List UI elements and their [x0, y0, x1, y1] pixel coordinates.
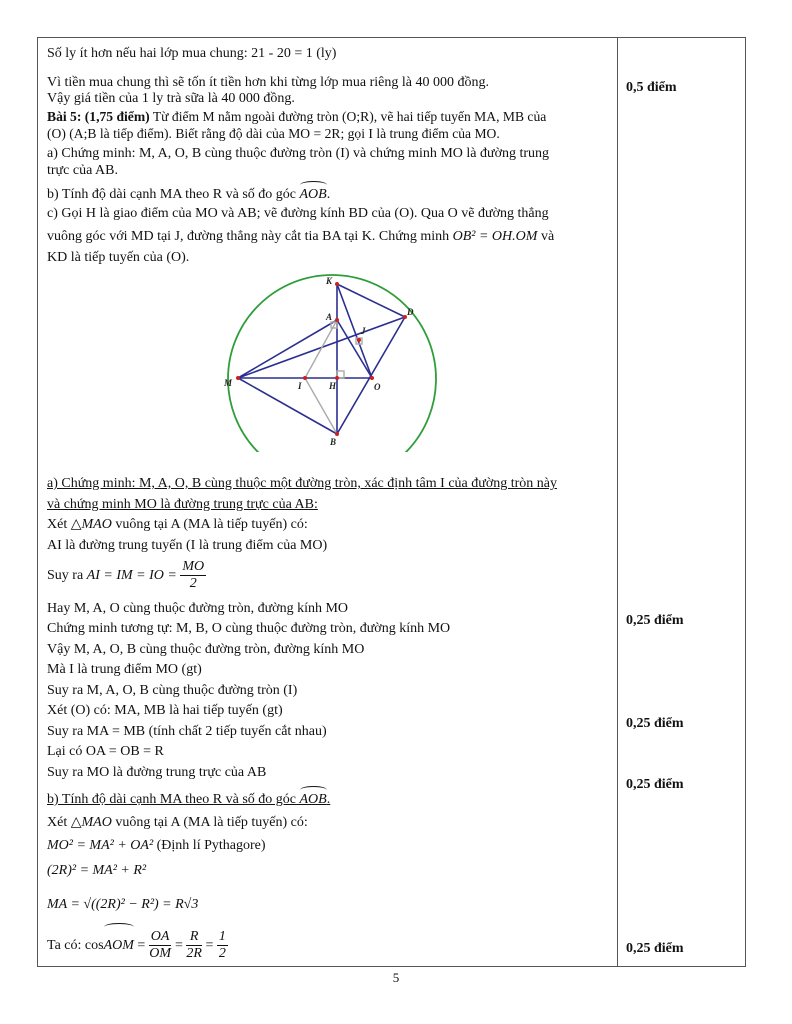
equation-pythagore: MO² = MA² + OA² [47, 838, 154, 853]
text-line: Xét (O) có: MA, MB là hai tiếp tuyến (gt) [47, 703, 283, 718]
label-h: H [329, 381, 337, 391]
text-line: Vậy M, A, O, B cùng thuộc đường tròn, đường kính MO [47, 642, 365, 657]
segment-ao [337, 320, 372, 378]
text-line [47, 228, 613, 245]
fraction-denominator: 2R [186, 946, 202, 962]
angle-aob: AOB [300, 789, 327, 808]
score-label: 0,25 điểm [626, 941, 684, 956]
text-part: Xét [47, 815, 71, 830]
text-part: b) Tính độ dài cạnh MA theo R và số đo góc [47, 187, 300, 202]
segment-mb [238, 378, 337, 434]
fraction-denominator: 2 [218, 946, 226, 962]
text-line: a) Chứng minh: M, A, O, B cùng thuộc đường tròn (I) và chứng minh MO là đường trung [47, 146, 550, 161]
part-b-heading: b) Tính độ dài cạnh MA theo R và số đo góc AOB. [47, 789, 613, 808]
angle-aob: AOB [300, 184, 327, 203]
text-part: và [537, 229, 555, 244]
fraction-1-2 [217, 929, 228, 962]
point-j [357, 338, 361, 342]
fraction-numerator: MO [182, 559, 205, 575]
equation-2r: (2R)² = MA² + R² [47, 863, 147, 878]
equation-line [47, 896, 613, 913]
equation-line: Ta có: cosAOM = $\frac{OA}{OM}$ = $\frac{R}{2R}$ = $\frac{1}{2}$ [47, 926, 613, 962]
text-part: Suy ra [47, 568, 87, 583]
label-m: M [224, 378, 233, 388]
equation-ma: MA = √((2R)² − R²) = R√3 [47, 897, 199, 912]
text-part: vuông tại A (MA là tiếp tuyến) có: [111, 517, 308, 532]
point-k [335, 282, 339, 286]
problem-5-label: Bài 5: (1,75 điểm) [47, 109, 150, 124]
point-h [335, 376, 339, 380]
equation-line [47, 837, 613, 854]
fraction-oa-om [149, 929, 172, 962]
point-o [370, 376, 374, 380]
text-line: Vậy giá tiền của 1 ly trà sữa là 40 000 đồng. [47, 91, 295, 106]
text-line [47, 814, 613, 831]
score-label: 0,25 điểm [626, 613, 684, 628]
equation-ob2: OB² = OH.OM [452, 229, 538, 244]
text-line: c) Gọi H là giao điểm của MO và AB; vẽ đường kính BD của (O). Qua O vẽ đường thẳng [47, 206, 549, 221]
equation-ai: AI = IM = IO = [86, 568, 177, 583]
point-m [236, 376, 240, 380]
fraction-denominator: 2 [189, 576, 197, 592]
point-b [335, 432, 339, 436]
segment-ma [238, 320, 337, 378]
problem-5-intro [47, 108, 613, 125]
fraction-denominator: OM [149, 946, 172, 962]
triangle-mao: △MAO [70, 815, 112, 830]
angle-aom: AOM [104, 926, 134, 964]
text-line: KD là tiếp tuyến của (O). [47, 250, 190, 265]
label-k: K [326, 276, 333, 286]
text-line: Suy ra MA = MB (tính chất 2 tiếp tuyến cắt nhau) [47, 724, 327, 739]
text-line [47, 516, 613, 533]
problem-5-text: Từ điểm M nằm ngoài đường tròn (O;R), vẽ hai tiếp tuyến MA, MB của [149, 109, 547, 124]
text-line: Hay M, A, O cùng thuộc đường tròn, đường kính MO [47, 601, 349, 616]
text-line: trực của AB. [47, 163, 118, 178]
text-line: AI là đường trung tuyến (I là trung điểm của MO) [47, 538, 328, 553]
part-a-heading: a) Chứng minh: M, A, O, B cùng thuộc một đường tròn, xác định tâm I của đường tròn này [47, 476, 558, 491]
text-part: vuông tại A (MA là tiếp tuyến) có: [111, 815, 308, 830]
point-a [335, 318, 339, 322]
text-line: (O) (A;B là tiếp điểm). Biết rằng độ dài của MO = 2R; gọi I là trung điểm của MO. [47, 126, 500, 141]
text-part: (Định lí Pythagore) [153, 838, 266, 853]
score-label: 0,25 điểm [626, 777, 684, 792]
fraction-mo-2 [180, 559, 206, 592]
text-part: Ta có: cos [47, 938, 104, 953]
fraction-numerator: 1 [218, 929, 226, 945]
geometry-figure [220, 272, 450, 452]
text-line: Suy ra M, A, O, B cùng thuộc đường tròn (I) [47, 683, 298, 698]
label-j: J [361, 326, 366, 336]
text-line: Số ly ít hơn nếu hai lớp mua chung: 21 - 20 = 1 (ly) [47, 46, 337, 61]
label-b: B [330, 437, 337, 447]
text-line: Vì tiền mua chung thì sẽ tốn ít tiền hơn khi từng lớp mua riêng là 40 000 đồng. [47, 75, 489, 90]
label-o: O [374, 382, 381, 392]
label-d: D [407, 307, 414, 317]
point-i [303, 376, 307, 380]
score-label: 0,25 điểm [626, 716, 684, 731]
text-line: Chứng minh tương tự: M, B, O cùng thuộc đường tròn, đường kính MO [47, 621, 451, 636]
text-line: b) Tính độ dài cạnh MA theo R và số đo góc AOB. [47, 184, 613, 203]
text-part: vuông góc với MD tại J, đường thẳng này cắt tia BA tại K. Chứng minh [47, 229, 453, 244]
text-line: Lại có OA = OB = R [47, 744, 164, 759]
label-i: I [298, 381, 302, 391]
part-a-heading: và chứng minh MO là đường trung trực của AB: [47, 497, 318, 512]
fraction-numerator: R [186, 929, 202, 946]
label-a: A [326, 312, 333, 322]
text-line: Suy ra MO là đường trung trực của AB [47, 765, 267, 780]
equation-line [47, 862, 613, 879]
score-label: 0,5 điểm [626, 80, 677, 95]
text-line: Mà I là trung điểm MO (gt) [47, 662, 202, 677]
text-part: b) Tính độ dài cạnh MA theo R và số đo góc [47, 792, 300, 807]
equation-line [47, 558, 613, 594]
fraction-r-2r [186, 929, 202, 962]
fraction-numerator: OA [150, 929, 170, 945]
triangle-mao: △MAO [70, 517, 112, 532]
text-part: Xét [47, 517, 71, 532]
column-divider [617, 37, 618, 967]
page-number: 5 [392, 970, 400, 985]
